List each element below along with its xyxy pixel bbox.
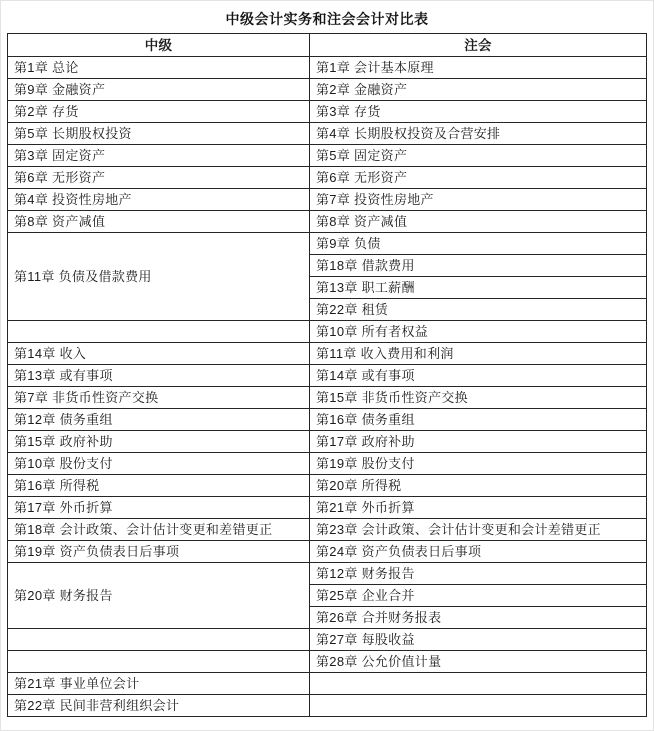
cell-cpa: 第7章 投资性房地产 xyxy=(310,189,647,211)
cell-intermediate: 第8章 资产减值 xyxy=(8,211,310,233)
cell-cpa: 第13章 职工薪酬 xyxy=(310,277,647,299)
table-row xyxy=(8,123,647,145)
table-row xyxy=(8,563,647,585)
table-row xyxy=(8,695,647,717)
table-row xyxy=(8,189,647,211)
cell-intermediate: 第2章 存货 xyxy=(8,101,310,123)
cell-cpa xyxy=(310,673,647,695)
cell-cpa: 第25章 企业合并 xyxy=(310,585,647,607)
cell-intermediate: 第20章 财务报告 xyxy=(8,563,310,629)
cell-intermediate: 第5章 长期股权投资 xyxy=(8,123,310,145)
cell-intermediate: 第17章 外币折算 xyxy=(8,497,310,519)
table-row xyxy=(8,387,647,409)
cell-intermediate: 第11章 负债及借款费用 xyxy=(8,233,310,321)
cell-cpa: 第28章 公允价值计量 xyxy=(310,651,647,673)
table-header xyxy=(8,34,647,57)
cell-cpa: 第3章 存货 xyxy=(310,101,647,123)
table-row xyxy=(8,167,647,189)
cell-cpa: 第1章 会计基本原理 xyxy=(310,57,647,79)
table-row xyxy=(8,57,647,79)
table-body xyxy=(8,57,647,717)
cell-cpa: 第12章 财务报告 xyxy=(310,563,647,585)
table-row xyxy=(8,673,647,695)
cell-intermediate: 第6章 无形资产 xyxy=(8,167,310,189)
cell-cpa: 第20章 所得税 xyxy=(310,475,647,497)
cell-cpa: 第10章 所有者权益 xyxy=(310,321,647,343)
table-row xyxy=(8,321,647,343)
table-row xyxy=(8,211,647,233)
cell-intermediate xyxy=(8,321,310,343)
table-row xyxy=(8,365,647,387)
table-row xyxy=(8,233,647,255)
table-row xyxy=(8,145,647,167)
comparison-table xyxy=(7,33,647,717)
cell-intermediate: 第14章 收入 xyxy=(8,343,310,365)
cell-cpa: 第16章 债务重组 xyxy=(310,409,647,431)
table-row xyxy=(8,343,647,365)
cell-intermediate: 第19章 资产负债表日后事项 xyxy=(8,541,310,563)
cell-cpa: 第4章 长期股权投资及合营安排 xyxy=(310,123,647,145)
column-header-intermediate: 中级 xyxy=(8,34,310,57)
cell-cpa: 第24章 资产负债表日后事项 xyxy=(310,541,647,563)
cell-cpa: 第27章 每股收益 xyxy=(310,629,647,651)
cell-intermediate: 第22章 民间非营利组织会计 xyxy=(8,695,310,717)
cell-intermediate: 第9章 金融资产 xyxy=(8,79,310,101)
cell-intermediate: 第1章 总论 xyxy=(8,57,310,79)
cell-intermediate xyxy=(8,629,310,651)
page-title: 中级会计实务和注会会计对比表 xyxy=(225,11,429,27)
cell-cpa: 第26章 合并财务报表 xyxy=(310,607,647,629)
cell-cpa: 第23章 会计政策、会计估计变更和会计差错更正 xyxy=(310,519,647,541)
cell-cpa xyxy=(310,695,647,717)
cell-cpa: 第19章 股份支付 xyxy=(310,453,647,475)
cell-cpa: 第21章 外币折算 xyxy=(310,497,647,519)
table-row xyxy=(8,541,647,563)
cell-cpa: 第15章 非货币性资产交换 xyxy=(310,387,647,409)
cell-intermediate: 第18章 会计政策、会计估计变更和差错更正 xyxy=(8,519,310,541)
table-row xyxy=(8,497,647,519)
table-row xyxy=(8,453,647,475)
table-row xyxy=(8,409,647,431)
table-row xyxy=(8,101,647,123)
cell-cpa: 第8章 资产减值 xyxy=(310,211,647,233)
cell-intermediate: 第13章 或有事项 xyxy=(8,365,310,387)
cell-cpa: 第14章 或有事项 xyxy=(310,365,647,387)
cell-cpa: 第5章 固定资产 xyxy=(310,145,647,167)
table-row xyxy=(8,629,647,651)
table-row xyxy=(8,519,647,541)
table-row xyxy=(8,431,647,453)
cell-intermediate xyxy=(8,651,310,673)
cell-intermediate: 第16章 所得税 xyxy=(8,475,310,497)
column-header-cpa: 注会 xyxy=(310,34,647,57)
header-row xyxy=(8,34,647,57)
cell-intermediate: 第3章 固定资产 xyxy=(8,145,310,167)
table-row xyxy=(8,79,647,101)
cell-cpa: 第18章 借款费用 xyxy=(310,255,647,277)
cell-cpa: 第9章 负债 xyxy=(310,233,647,255)
cell-intermediate: 第12章 债务重组 xyxy=(8,409,310,431)
table-row xyxy=(8,651,647,673)
cell-cpa: 第11章 收入费用和利润 xyxy=(310,343,647,365)
cell-cpa: 第22章 租赁 xyxy=(310,299,647,321)
cell-cpa: 第6章 无形资产 xyxy=(310,167,647,189)
cell-cpa: 第2章 金融资产 xyxy=(310,79,647,101)
cell-intermediate: 第4章 投资性房地产 xyxy=(8,189,310,211)
cell-intermediate: 第10章 股份支付 xyxy=(8,453,310,475)
cell-intermediate: 第21章 事业单位会计 xyxy=(8,673,310,695)
cell-intermediate: 第15章 政府补助 xyxy=(8,431,310,453)
cell-cpa: 第17章 政府补助 xyxy=(310,431,647,453)
cell-intermediate: 第7章 非货币性资产交换 xyxy=(8,387,310,409)
table-row xyxy=(8,475,647,497)
